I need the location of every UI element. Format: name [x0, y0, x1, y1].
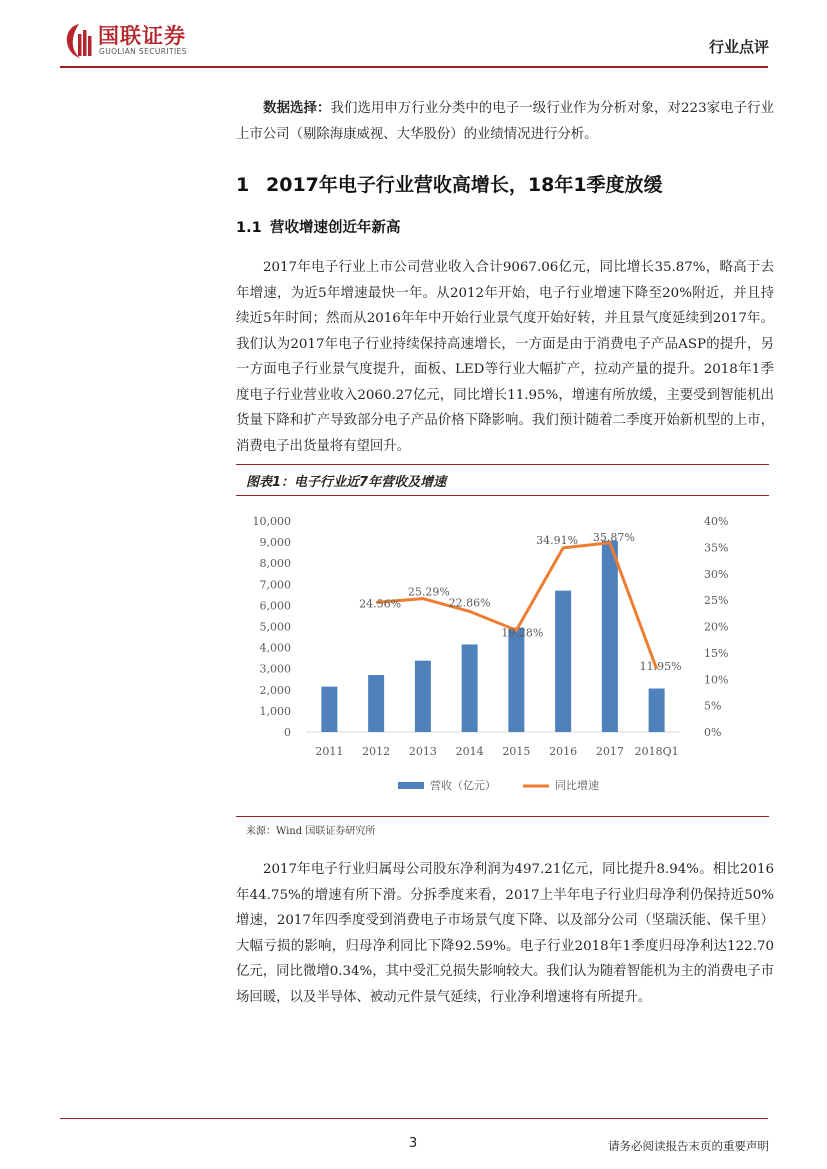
y-right-tick-label: 30% — [704, 567, 729, 581]
source-divider — [236, 816, 769, 817]
intro-text: 我们选用申万行业分类中的电子一级行业作为分析对象，对223家电子行业上市公司（剔除海康威视、大华股份）的业绩情况进行分析。 — [236, 101, 774, 142]
body-paragraph-1 — [236, 255, 774, 459]
intro-label: 数据选择： — [263, 101, 331, 116]
section-number: 1 — [236, 174, 250, 196]
revenue-bar — [462, 644, 478, 732]
revenue-bar — [321, 687, 337, 732]
logo-name: 国联证券 — [98, 24, 186, 48]
subsection-number: 1.1 — [236, 220, 262, 236]
company-logo — [64, 22, 224, 62]
legend-revenue-label: 营收（亿元） — [430, 779, 496, 792]
x-tick-label: 2012 — [362, 745, 391, 758]
y-right-tick-label: 20% — [704, 620, 729, 634]
x-tick-label: 2014 — [455, 745, 484, 758]
revenue-bar — [368, 675, 384, 732]
y-left-tick-label: 6,000 — [259, 599, 291, 613]
y-left-tick-label: 2,000 — [259, 683, 291, 697]
page-header — [0, 0, 827, 70]
document-type: 行业点评 — [708, 38, 769, 56]
y-right-tick-label: 40% — [704, 515, 729, 528]
y-right-tick-label: 5% — [704, 699, 722, 713]
revenue-bar — [415, 661, 431, 732]
x-tick-label: 2013 — [408, 745, 437, 758]
x-tick-label: 2018Q1 — [634, 745, 679, 758]
subsection-heading — [236, 216, 401, 237]
y-right-tick-label: 25% — [704, 594, 729, 608]
intro-paragraph — [236, 96, 774, 147]
footer-notice: 请务必阅读报告末页的重要声明 — [608, 1139, 769, 1153]
x-tick-label: 2016 — [549, 745, 578, 758]
y-left-tick-label: 5,000 — [259, 620, 291, 634]
revenue-bar — [602, 541, 618, 732]
footer-divider — [60, 1118, 768, 1119]
y-left-tick-label: 1,000 — [259, 704, 291, 718]
y-left-tick-label: 7,000 — [259, 578, 291, 592]
y-right-tick-label: 35% — [704, 541, 729, 555]
y-left-tick-label: 9,000 — [259, 536, 291, 550]
chart-svg — [236, 498, 769, 814]
logo-mark-icon — [64, 22, 94, 60]
figure-title: 图表1：电子行业近7年营收及增速 — [246, 475, 447, 490]
growth-data-label: 11.95% — [639, 659, 682, 673]
section-title: 2017年电子行业营收高增长，18年1季度放缓 — [266, 174, 663, 196]
header-divider — [60, 66, 768, 68]
y-left-tick-label: 8,000 — [259, 557, 291, 571]
y-right-tick-label: 0% — [704, 726, 722, 739]
y-left-tick-label: 3,000 — [259, 662, 291, 676]
page-number: 3 — [409, 1136, 418, 1151]
figure-title-bar — [236, 464, 769, 496]
legend-growth-label: 同比增速 — [555, 779, 599, 792]
y-right-tick-label: 15% — [704, 646, 729, 660]
growth-data-label: 35.87% — [592, 530, 635, 544]
figure-source: 来源：Wind 国联证券研究所 — [246, 826, 376, 837]
growth-data-label: 24.56% — [359, 597, 402, 611]
growth-data-label: 19.28% — [501, 626, 544, 640]
revenue-bar — [508, 628, 524, 732]
x-tick-label: 2017 — [595, 745, 624, 758]
x-tick-label: 2011 — [315, 745, 344, 758]
section-heading — [236, 170, 663, 197]
body-paragraph-1-text: 2017年电子行业上市公司营业收入合计9067.06亿元，同比增长35.87%，略高于去年增速，为近5年增速最快一年。从2012年开始，电子行业增速下降至20%附近，并且持续近5年时间；然而从2016年年中开始行业景气度开始好转，并且景气度延续到2017年。我们认为2017年电子行业持续保持高速增长，一方面是由于消费电子产品ASP的提升，另一方面电子行业景气度提升，面板、LED等行业大幅扩产，拉动产量的提升。2018年1季度电子行业营业收入2060.27亿元，同比增长11.95%，增速有所放缓，主要受到智能机出货量下降和扩产导致部分电子产品价格下降影响。我们预计随着二季度开始新机型的上市，消费电子出货量将有望回升。 — [236, 260, 774, 454]
subsection-title: 营收增速创近年新高 — [270, 220, 401, 236]
revenue-bar — [555, 591, 571, 732]
growth-data-label: 34.91% — [536, 533, 579, 547]
revenue-growth-chart — [236, 498, 769, 814]
growth-data-label: 22.86% — [448, 596, 491, 610]
logo-subtitle: GUOLIAN SECURITIES — [99, 47, 187, 56]
y-right-tick-label: 10% — [704, 673, 729, 687]
y-left-tick-label: 10,000 — [252, 515, 291, 528]
y-left-tick-label: 4,000 — [259, 641, 291, 655]
revenue-bar — [649, 689, 665, 732]
y-left-tick-label: 0 — [284, 726, 291, 739]
body-paragraph-2-text: 2017年电子行业归属母公司股东净利润为497.21亿元，同比提升8.94%。相比2016年44.75%的增速有所下滑。分拆季度来看，2017上半年电子行业归母净利仍保持近50%增速，2017年四季度受到消费电子市场景气度下降、以及部分公司（坚瑞沃能、保千里）大幅亏损的影响，归母净利同比下降92.59%。电子行业2018年1季度归母净利达122.70亿元，同比微增0.34%，其中受汇兑损失影响较大。我们认为随着智能机为主的消费电子市场回暖，以及半导体、被动元件景气延续，行业净利增速将有所提升。 — [236, 862, 774, 1005]
legend-revenue-swatch — [398, 782, 424, 789]
x-tick-label: 2015 — [502, 745, 531, 758]
growth-data-label: 25.29% — [407, 585, 450, 599]
body-paragraph-2 — [236, 857, 774, 1010]
